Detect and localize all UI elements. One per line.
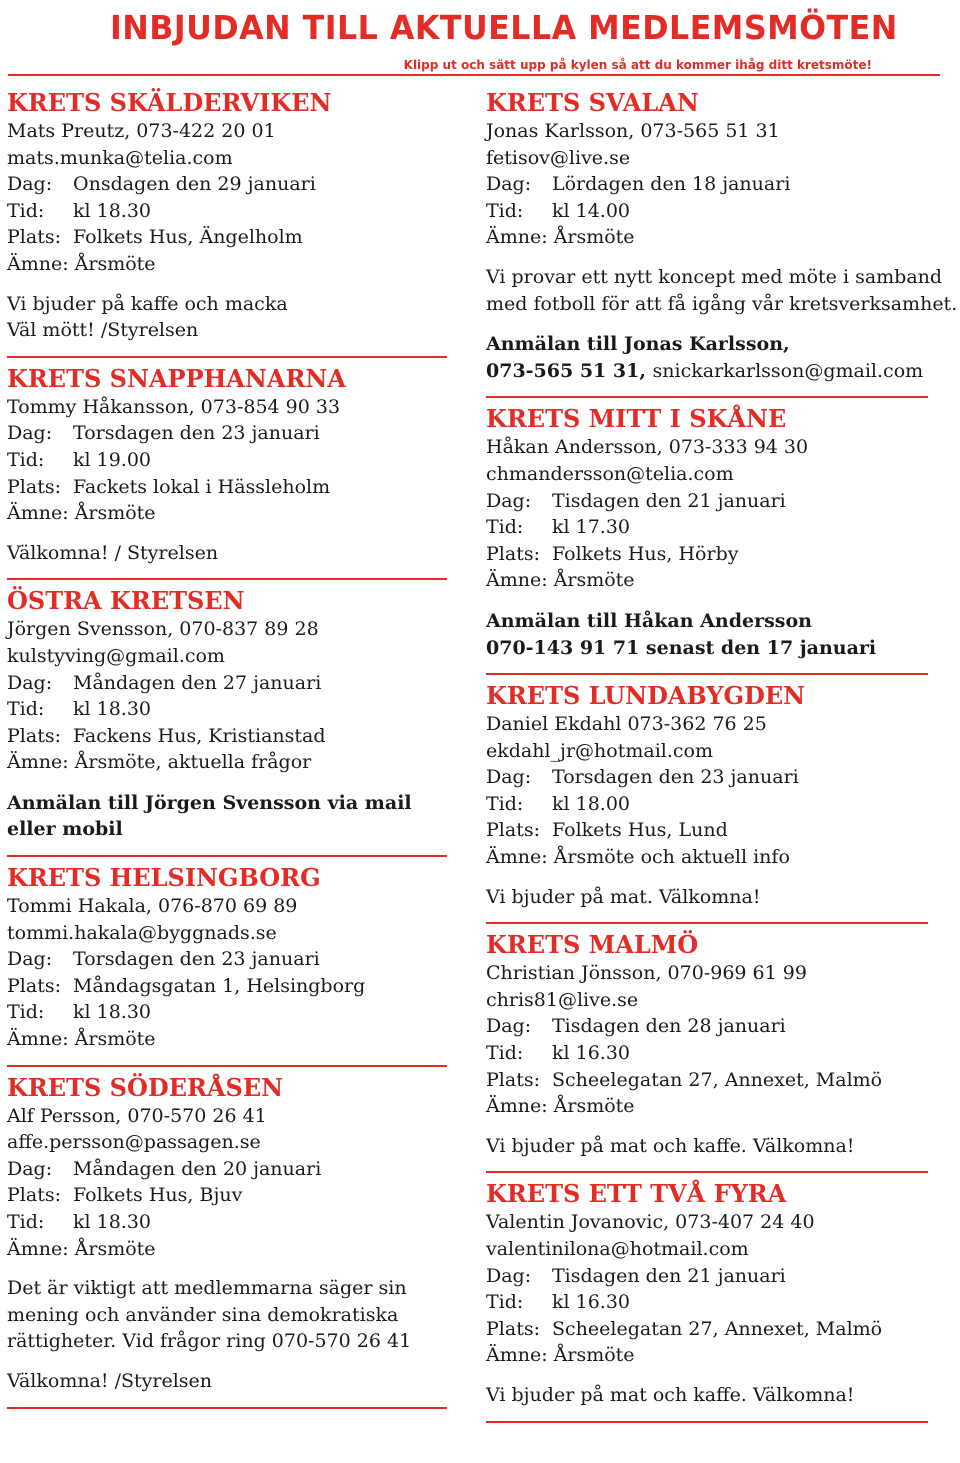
- info-value: Mats Preutz, 073-422 20 01: [7, 120, 276, 142]
- section-note: [486, 1133, 956, 1160]
- section-divider: [7, 578, 447, 580]
- info-value: Tisdagen den 21 januari: [552, 489, 786, 512]
- info-line: [7, 893, 447, 920]
- registration-note: [7, 790, 447, 843]
- info-value: Folkets Hus, Hörby: [552, 542, 739, 565]
- info-line: [7, 224, 447, 251]
- info-value: Scheelegatan 27, Annexet, Malmö: [552, 1068, 883, 1091]
- krets-section: [7, 364, 447, 581]
- info-value: ekdahl_jr@hotmail.com: [486, 739, 713, 762]
- krets-section: [486, 930, 956, 1173]
- info-label: Dag:: [7, 671, 53, 694]
- info-line: [7, 198, 447, 225]
- info-label: Tid:: [486, 1291, 524, 1314]
- section-divider: [486, 396, 928, 398]
- info-line: [486, 567, 956, 594]
- info-line: [7, 749, 447, 776]
- info-line: [486, 1209, 956, 1236]
- info-line: [486, 1013, 956, 1040]
- info-value: Scheelegatan 27, Annexet, Malmö: [552, 1317, 883, 1340]
- info-line: [486, 1316, 956, 1343]
- info-value: kl 18.30: [73, 1211, 152, 1233]
- section-heading: KRETS SVALAN: [486, 88, 699, 117]
- section-divider: [7, 356, 447, 358]
- info-line: [486, 1289, 956, 1316]
- info-value: Fackens Hus, Kristianstad: [73, 724, 326, 747]
- info-line: [486, 1236, 956, 1263]
- section-divider: [486, 1421, 928, 1423]
- info-value: Folkets Hus, Ängelholm: [73, 226, 303, 249]
- info-value: Ämne: Årsmöte: [7, 1237, 156, 1260]
- info-line: [7, 723, 447, 750]
- info-value: kl 18.30: [73, 1001, 152, 1024]
- info-label: Tid:: [7, 1001, 45, 1024]
- note-line: mening och använder sina demokratiska: [7, 1303, 399, 1326]
- info-label: Dag:: [7, 422, 53, 445]
- info-line: [486, 541, 956, 568]
- registration-line: 070-143 91 71 senast den 17 januari: [486, 636, 877, 659]
- section-divider: [486, 1171, 928, 1173]
- top-divider: [8, 74, 940, 76]
- info-line: [7, 616, 447, 643]
- info-value: chmandersson@telia.com: [486, 462, 734, 485]
- info-line: [486, 145, 956, 172]
- info-line: [486, 711, 956, 738]
- info-value: Tisdagen den 28 januari: [552, 1015, 786, 1038]
- info-line: [7, 1209, 447, 1236]
- info-line: [7, 420, 447, 447]
- banner: [110, 8, 898, 72]
- info-label: Plats:: [7, 724, 61, 747]
- info-line: [486, 434, 956, 461]
- krets-section: [486, 681, 956, 924]
- info-line: [7, 1182, 447, 1209]
- info-line: [7, 171, 447, 198]
- section-heading: KRETS ETT TVÅ FYRA: [486, 1179, 787, 1209]
- info-value: Folkets Hus, Lund: [552, 819, 728, 842]
- info-line: [7, 643, 447, 670]
- info-value: kl 16.30: [552, 1291, 631, 1314]
- right-column: [486, 82, 956, 1425]
- info-value: Tommi Hakala, 076-870 69 89: [7, 895, 298, 918]
- info-label: Plats:: [486, 819, 540, 842]
- krets-section: [7, 863, 447, 1067]
- info-line: [7, 920, 447, 947]
- info-value: Folkets Hus, Bjuv: [73, 1184, 243, 1207]
- krets-section: [7, 1073, 447, 1409]
- registration-line: Anmälan till Jonas Karlsson,: [486, 333, 790, 356]
- registration-line: Anmälan till Håkan Andersson: [486, 609, 812, 632]
- info-value: Ämne: Årsmöte och aktuell info: [486, 846, 790, 869]
- info-line: [486, 198, 956, 225]
- info-line: [7, 145, 447, 172]
- info-line: [486, 514, 956, 541]
- section-heading: KRETS MITT I SKÅNE: [486, 404, 787, 434]
- section-heading: KRETS HELSINGBORG: [7, 863, 321, 893]
- info-label: Plats:: [7, 974, 61, 997]
- info-value: Måndagsgatan 1, Helsingborg: [73, 974, 366, 997]
- note-line: Det är viktigt att medlemmarna säger sin: [7, 1277, 407, 1300]
- info-value: Jörgen Svensson, 070-837 89 28: [7, 618, 319, 641]
- info-label: Tid:: [7, 448, 45, 471]
- info-value: Fackets lokal i Hässleholm: [73, 475, 331, 498]
- info-label: Dag:: [486, 173, 532, 196]
- info-label: Dag:: [7, 173, 53, 196]
- info-value: Ämne: Årsmöte: [486, 226, 635, 249]
- info-label: Tid:: [486, 792, 524, 815]
- note-line: rättigheter. Vid frågor ring 070-570 26 41: [7, 1330, 412, 1353]
- info-value: chris81@live.se: [486, 988, 639, 1011]
- info-line: [7, 973, 447, 1000]
- info-label: Tid:: [7, 199, 45, 222]
- info-value: Torsdagen den 23 januari: [552, 766, 799, 789]
- info-line: [7, 1129, 447, 1156]
- note-line: Vi provar ett nytt koncept med möte i samband: [486, 265, 943, 288]
- info-line: [486, 171, 956, 198]
- krets-section: [486, 88, 956, 398]
- info-value: Ämne: Årsmöte: [486, 1344, 635, 1367]
- info-label: Tid:: [7, 698, 45, 721]
- info-value: kl 18.30: [73, 199, 152, 222]
- info-line: [486, 461, 956, 488]
- info-line: [7, 474, 447, 501]
- section-divider: [7, 1407, 447, 1409]
- section-note: [7, 1275, 447, 1355]
- info-line: [7, 999, 447, 1026]
- krets-section: [7, 88, 447, 358]
- info-line: [486, 118, 956, 145]
- info-line: [7, 670, 447, 697]
- info-line: [7, 251, 447, 278]
- info-value: kl 18.30: [73, 698, 152, 721]
- section-note: [7, 540, 447, 567]
- section-divider: [486, 673, 928, 675]
- info-line: [486, 791, 956, 818]
- registration-phone: 073-565 51 31,: [486, 359, 653, 382]
- info-value: Ämne: Årsmöte: [486, 1095, 635, 1118]
- info-line: [7, 118, 447, 145]
- info-line: [486, 1093, 956, 1120]
- info-label: Plats:: [486, 1317, 540, 1340]
- info-value: Jonas Karlsson, 073-565 51 31: [486, 120, 780, 142]
- info-label: Dag:: [7, 948, 53, 971]
- info-value: mats.munka@telia.com: [7, 146, 233, 169]
- info-line: [7, 1156, 447, 1183]
- info-line: [486, 1067, 956, 1094]
- note-line: Välkomna! /Styrelsen: [7, 1369, 213, 1392]
- note-line: Vi bjuder på mat och kaffe. Välkomna!: [486, 1383, 855, 1406]
- info-line: [486, 738, 956, 765]
- info-value: kl 18.00: [552, 792, 631, 815]
- info-line: [486, 960, 956, 987]
- info-value: Ämne: Årsmöte: [7, 1028, 156, 1051]
- info-value: kl 14.00: [552, 199, 631, 222]
- info-value: kl 16.30: [552, 1042, 631, 1065]
- info-label: Plats:: [486, 1068, 540, 1091]
- info-value: Onsdagen den 29 januari: [73, 173, 316, 196]
- info-label: Dag:: [486, 489, 532, 512]
- info-value: Lördagen den 18 januari: [552, 173, 791, 196]
- info-value: Måndagen den 20 januari: [73, 1157, 322, 1180]
- info-value: Daniel Ekdahl 073-362 76 25: [486, 713, 767, 736]
- info-value: affe.persson@passagen.se: [7, 1131, 261, 1154]
- note-line: Välkomna! / Styrelsen: [7, 541, 219, 564]
- info-value: Håkan Andersson, 073-333 94 30: [486, 436, 809, 459]
- info-value: Tisdagen den 21 januari: [552, 1264, 786, 1287]
- info-value: kl 19.00: [73, 448, 152, 471]
- registration-line: [486, 358, 956, 385]
- registration-note: [486, 331, 956, 384]
- info-label: Plats:: [7, 475, 61, 498]
- info-value: Ämne: Årsmöte: [7, 502, 156, 525]
- info-label: Plats:: [7, 1184, 61, 1207]
- section-heading: KRETS MALMÖ: [486, 930, 699, 960]
- info-label: Tid:: [486, 516, 524, 539]
- registration-line: eller mobil: [7, 818, 123, 841]
- page-title: INBJUDAN TILL AKTUELLA MEDLEMSMÖTEN: [110, 8, 898, 47]
- note-line: med fotboll för att få igång vår kretsverksamhet.: [486, 292, 958, 315]
- info-line: [7, 696, 447, 723]
- info-label: Dag:: [486, 1015, 532, 1038]
- section-note: [486, 884, 956, 911]
- info-value: Ämne: Årsmöte: [7, 252, 156, 275]
- info-line: [486, 844, 956, 871]
- info-line: [486, 817, 956, 844]
- info-value: fetisov@live.se: [486, 146, 631, 169]
- section-heading: KRETS SKÄLDERVIKEN: [7, 88, 332, 117]
- info-line: [486, 488, 956, 515]
- note-line: Vi bjuder på mat och kaffe. Välkomna!: [486, 1134, 855, 1157]
- info-value: Tommy Håkansson, 073-854 90 33: [7, 395, 341, 418]
- info-label: Tid:: [486, 1042, 524, 1065]
- info-value: Måndagen den 27 januari: [73, 671, 322, 694]
- registration-note: [486, 608, 956, 661]
- section-heading: ÖSTRA KRETSEN: [7, 586, 245, 616]
- info-line: [7, 1236, 447, 1263]
- info-value: Ämne: Årsmöte, aktuella frågor: [7, 751, 312, 774]
- info-value: Torsdagen den 23 januari: [73, 422, 320, 445]
- info-line: [486, 764, 956, 791]
- note-line: Vi bjuder på mat. Välkomna!: [486, 885, 761, 908]
- section-note: [486, 264, 956, 317]
- registration-email: snickarkarlsson@gmail.com: [652, 359, 924, 382]
- info-value: Valentin Jovanovic, 073-407 24 40: [486, 1211, 815, 1234]
- section-heading: KRETS LUNDABYGDEN: [486, 681, 806, 711]
- krets-section: [7, 586, 447, 857]
- info-line: [7, 500, 447, 527]
- info-line: [7, 1103, 447, 1130]
- info-label: Dag:: [7, 1157, 53, 1180]
- info-label: Tid:: [7, 1211, 45, 1233]
- section-note: [486, 1382, 956, 1409]
- page-subtitle: Klipp ut och sätt upp på kylen så att du kommer ihåg ditt kretsmöte!: [403, 58, 872, 72]
- section-heading: KRETS SÖDERÅSEN: [7, 1072, 284, 1102]
- section-divider: [7, 855, 447, 857]
- info-value: kulstyving@gmail.com: [7, 644, 225, 667]
- info-line: [7, 946, 447, 973]
- info-label: Plats:: [486, 542, 540, 565]
- section-note: [7, 291, 447, 344]
- info-line: [7, 1026, 447, 1053]
- info-value: Alf Persson, 070-570 26 41: [7, 1104, 267, 1127]
- info-label: Tid:: [486, 199, 524, 222]
- note-line: Väl mött! /Styrelsen: [7, 319, 199, 342]
- info-value: Torsdagen den 23 januari: [73, 948, 320, 971]
- info-value: valentinilona@hotmail.com: [486, 1238, 749, 1260]
- info-label: Plats:: [7, 226, 61, 249]
- info-value: Ämne: Årsmöte: [486, 569, 635, 592]
- info-label: Dag:: [486, 766, 532, 789]
- krets-section: [486, 1179, 956, 1422]
- info-line: [486, 1263, 956, 1290]
- section-divider: [7, 1065, 447, 1067]
- info-line: [7, 394, 447, 421]
- info-line: [7, 447, 447, 474]
- info-value: tommi.hakala@byggnads.se: [7, 921, 277, 944]
- section-divider: [486, 922, 928, 924]
- info-value: Christian Jönsson, 070-969 61 99: [486, 962, 807, 985]
- section-closing: [7, 1368, 447, 1395]
- info-line: [486, 1040, 956, 1067]
- left-column: [7, 82, 447, 1411]
- info-value: kl 17.30: [552, 516, 631, 539]
- registration-line: Anmälan till Jörgen Svensson via mail: [7, 791, 412, 814]
- krets-section: [486, 404, 956, 675]
- info-label: Dag:: [486, 1264, 532, 1287]
- info-line: [486, 987, 956, 1014]
- note-line: Vi bjuder på kaffe och macka: [7, 292, 288, 315]
- section-heading: KRETS SNAPPHANARNA: [7, 363, 346, 393]
- info-line: [486, 224, 956, 251]
- info-line: [486, 1342, 956, 1369]
